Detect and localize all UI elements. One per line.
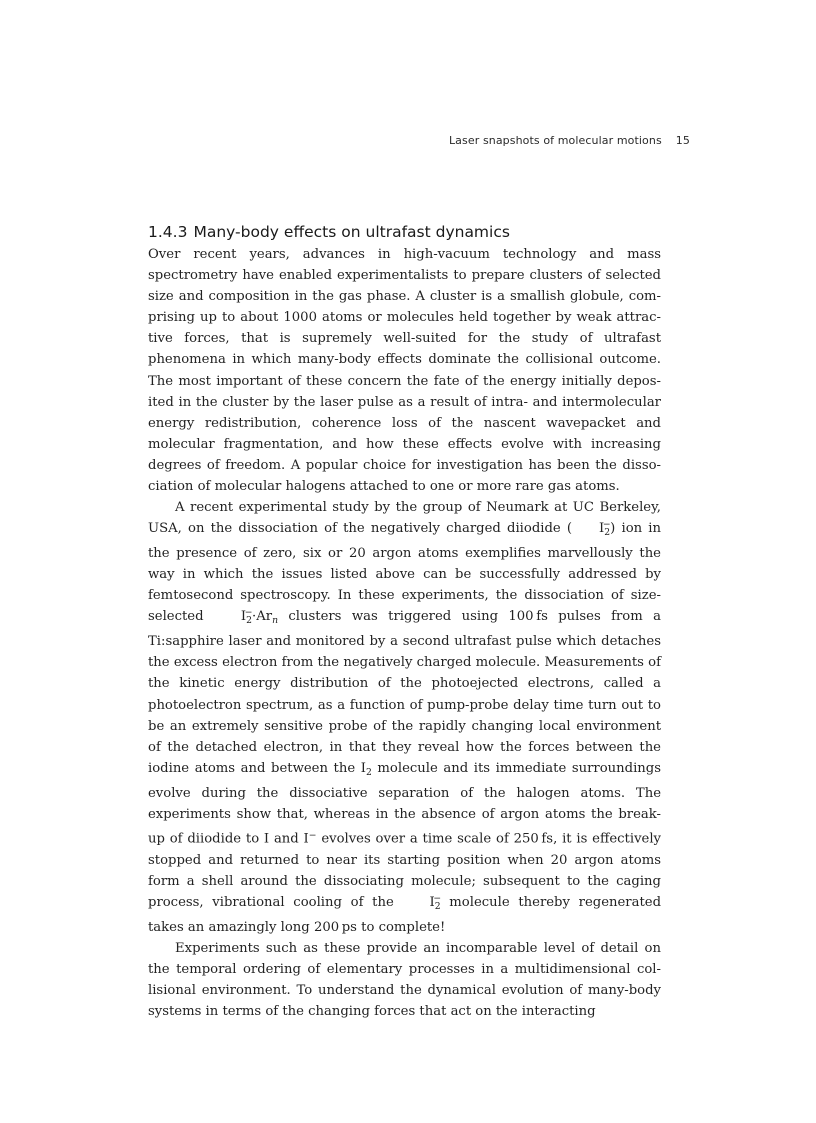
text-run: clusters was triggered using 100 fs pulses from a Ti:sapphire laser and monitored by a second ultrafast pulse which detaches the excess electron from the negatively charged molecule. Measurements of the kinetic energy distribution of the photoejected electrons, called a photoelectron spectrum, as a function of pump-probe delay time turn out to be an extremely sensitive probe of the rapidly changing local environment of the detached electron, in that they reveal how the forces between the iodine atoms and between the I: [148, 609, 662, 776]
section-heading: [148, 223, 668, 241]
text-run: A recent experimental study by the group of Neumark at UC Berkeley, USA, on the dissociation of the negatively charged diiodide (: [148, 500, 661, 537]
text-run: molecule and its immediate surroundings evolve during the dissociative separation of the halogen atoms. The experiments show that, whereas in the absence of argon atoms the break-up of diiodide to I and I: [148, 760, 661, 847]
subscript-n: n: [272, 615, 279, 627]
running-head-title: Laser snapshots of molecular motions: [448, 134, 662, 147]
section-title: Many-body effects on ultrafast dynamics: [193, 223, 510, 241]
page-number: 15: [675, 134, 690, 147]
superscript-minus: −: [308, 829, 317, 841]
text-run: ·Ar: [252, 609, 273, 625]
text-run: molecule thereby regenerated takes an amazingly long 200 ps to complete!: [148, 894, 662, 935]
body-text: [148, 244, 661, 1022]
paragraph-2: [148, 497, 661, 938]
text-run: evolves over a time scale of 250 fs, it is effectively stopped and returned to near its starting position when 20 argon atoms form a shell around the dissociating molecule; subsequent to the caging process, vibrational cooling of the: [148, 831, 661, 910]
subscript-2: 2: [365, 766, 372, 778]
diiodide-anion-formula: I − $_2$: [240, 607, 253, 627]
running-head: [148, 134, 690, 147]
diiodide-anion-formula: I − $_2$: [599, 519, 611, 538]
section-number: 1.4.3: [148, 223, 188, 241]
text-run: ) ion in the presence of zero, six or 20 argon atoms exemplifies marvellously the way in which the issues listed above can be successfully addressed by femtosecond spectroscopy. In these experiments, the dissociation of size-selected: [148, 521, 662, 625]
paragraph-3: Experiments such as these provide an incomparable level of detail on the temporal ordering of elementary processes in a multidimensional collisional environment. To understand the dynamical evolution of many-body systems in terms of the changing forces that act on the interacting: [148, 940, 661, 1019]
paragraph-1: Over recent years, advances in high-vacuum technology and mass spectrometry have enabled experimentalists to prepare clusters of selected size and composition in the gas phase. A cluster is a smallish globule, comprising up to about 1000 atoms or molecules held together by weak attractive forces, that is supremely well-suited for the study of ultrafast phenomena in which many-body effects dominate the collisional outcome. The most important of these concern the fate of the energy initially deposited in the cluster by the laser pulse as a result of intra- and intermolecular energy redistribution, coherence loss of the nascent wavepacket and molecular fragmentation, and how these effects evolve with increasing degrees of freedom. A popular choice for investigation has been the dissociation of molecular halogens attached to one or more rare gas atoms.: [148, 247, 661, 495]
diiodide-anion-formula: I − $_2$: [429, 892, 442, 912]
